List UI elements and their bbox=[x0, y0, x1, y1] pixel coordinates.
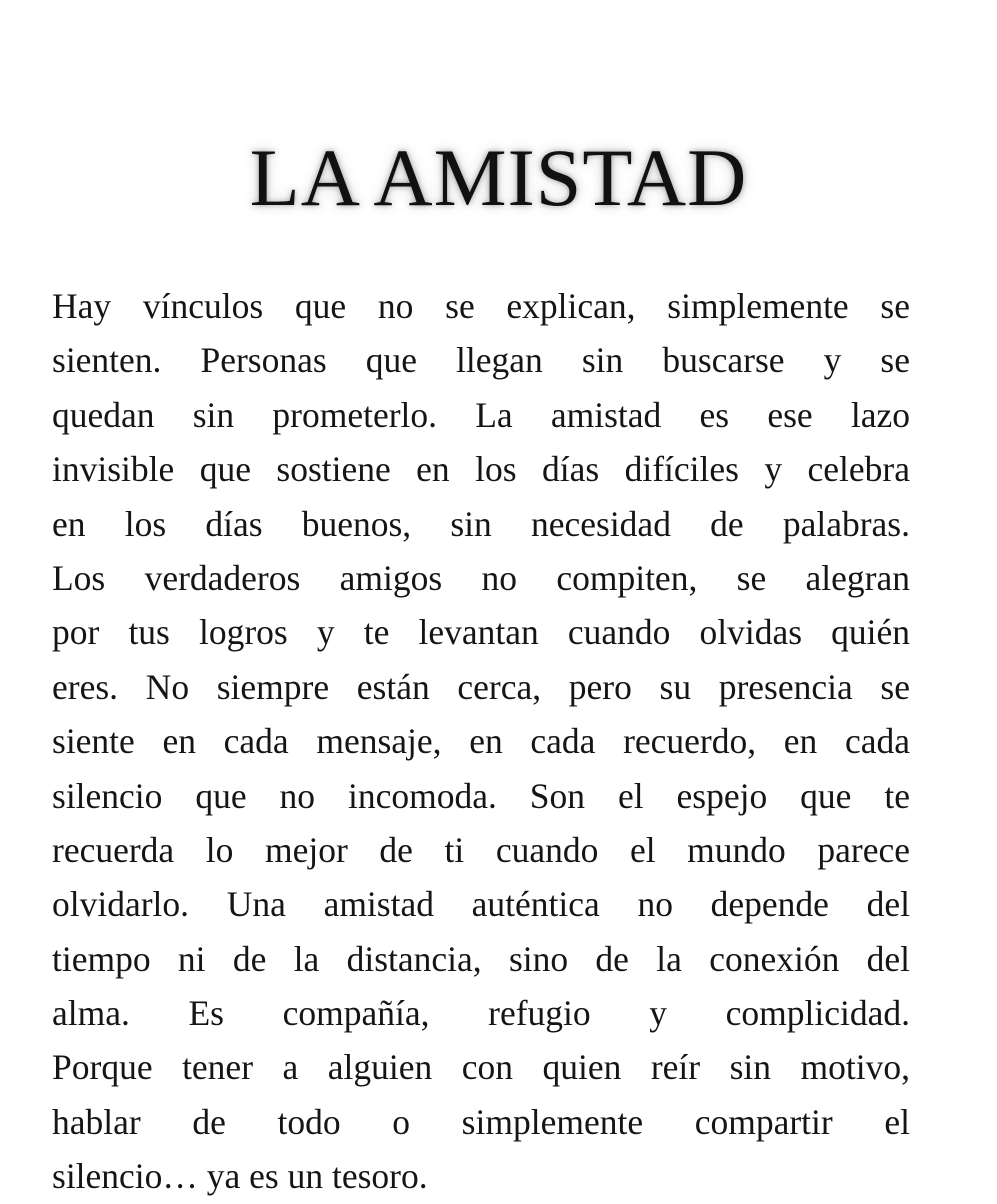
text-line: invisible que sostiene en los días difíciles y celebra bbox=[52, 449, 910, 490]
text-line: alma. Es compañía, refugio y complicidad. bbox=[52, 993, 910, 1034]
text-line: Hay vínculos que no se explican, simplemente se bbox=[52, 286, 910, 326]
text-line: Porque tener a alguien con quien reír sin motivo, bbox=[52, 1047, 910, 1088]
text-line: eres. No siempre están cerca, pero su presencia se bbox=[52, 666, 910, 707]
text-line: olvidarlo. Una amistad auténtica no depende del bbox=[52, 884, 910, 925]
text-line: quedan sin prometerlo. La amistad es ese lazo bbox=[52, 394, 910, 435]
text-line: tiempo ni de la distancia, sino de la conexión del bbox=[52, 938, 910, 979]
document-title: LA AMISTAD bbox=[249, 132, 748, 223]
text-line-last: silencio… ya es un tesoro. bbox=[52, 1156, 428, 1197]
text-line: siente en cada mensaje, en cada recuerdo, en cada bbox=[52, 721, 910, 762]
text-line: en los días buenos, sin necesidad de palabras. bbox=[52, 503, 910, 544]
text-line: hablar de todo o simplemente compartir el bbox=[52, 1101, 910, 1142]
body-paragraph bbox=[52, 279, 910, 1204]
text-line: sienten. Personas que llegan sin buscarse y se bbox=[52, 340, 910, 381]
text-line: por tus logros y te levantan cuando olvidas quién bbox=[52, 612, 910, 653]
text-line: recuerda lo mejor de ti cuando el mundo parece bbox=[52, 829, 910, 870]
text-line: Los verdaderos amigos no compiten, se alegran bbox=[52, 557, 910, 598]
text-line: silencio que no incomoda. Son el espejo que te bbox=[52, 775, 910, 816]
